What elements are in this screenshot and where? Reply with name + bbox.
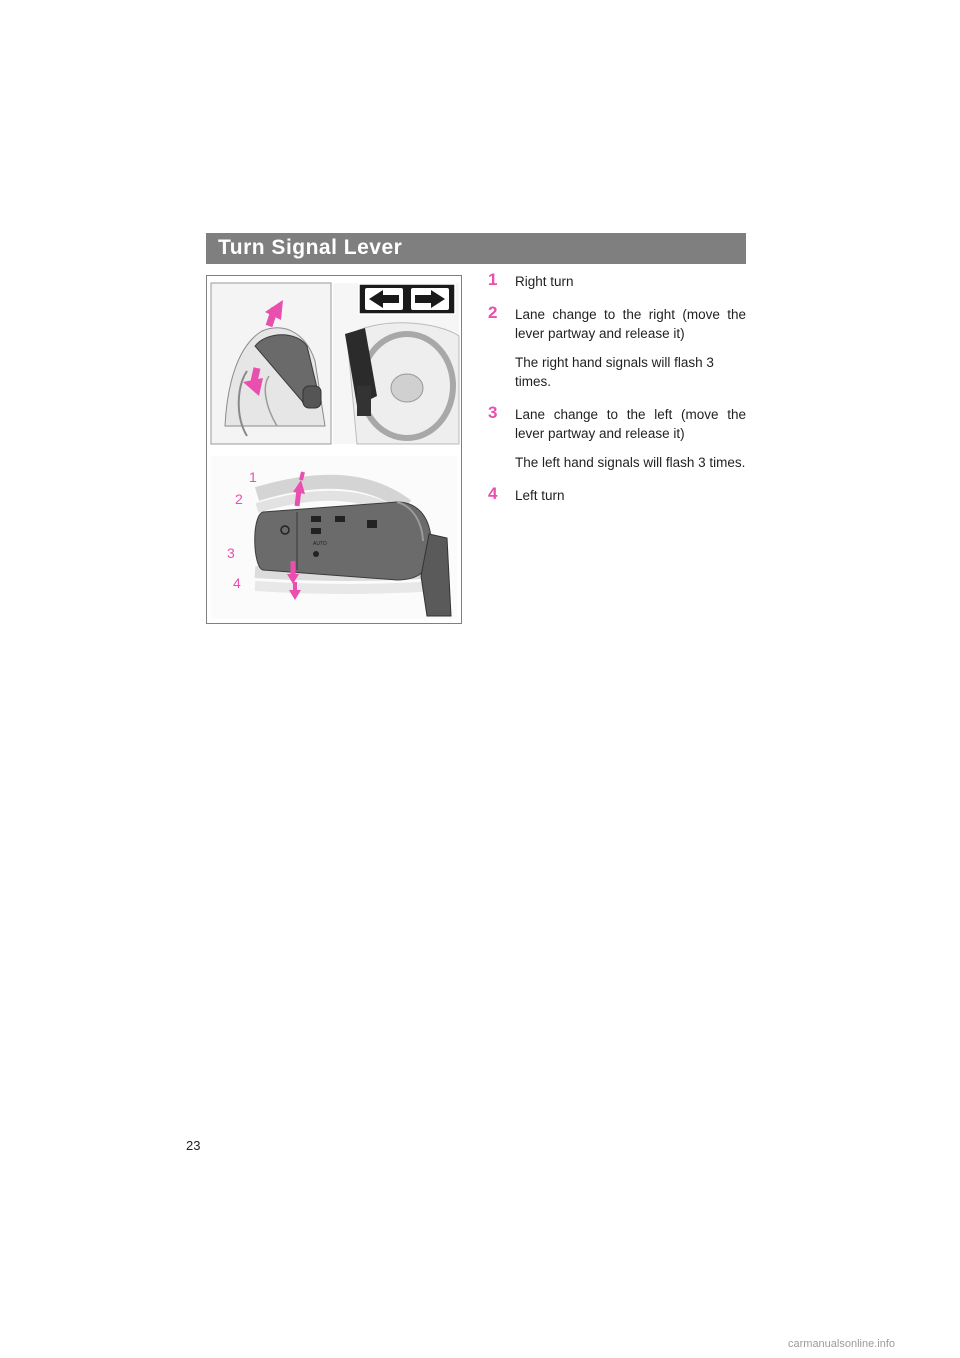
section-header [206,233,746,264]
section-title: Turn Signal Lever [218,236,403,259]
callout-4: 4 [233,575,241,591]
step-note: The left hand signals will flash 3 times. [515,455,746,470]
step-item [488,486,746,505]
right-arrow-icon [411,288,449,310]
left-arrow-icon [365,288,403,310]
step-item [488,305,746,391]
callout-2: 2 [235,491,243,507]
step-number: 2 [488,303,498,322]
signal-indicator-panel [359,284,455,314]
watermark: carmanualsonline.info [788,1338,896,1350]
step-item [488,405,746,472]
step-number: 3 [488,403,498,422]
step-text: Lane change to the left (move the lever partway and release it) [515,407,746,441]
step-text: Left turn [515,488,565,503]
callout-3: 3 [227,545,235,561]
page-number: 23 [186,1138,201,1153]
step-text: Right turn [515,274,574,289]
step-number: 4 [488,484,498,503]
turn-signal-illustration [207,276,461,623]
step-number: 1 [488,270,498,289]
step-text: Lane change to the right (move the lever partway and release it) [515,307,746,341]
auto-label: AUTO [313,541,327,547]
hand-lever-inset [211,283,331,444]
lever-closeup [211,456,457,619]
step-list [488,272,746,519]
step-item [488,272,746,291]
step-note: The right hand signals will flash 3 times. [515,355,714,389]
callout-1: 1 [249,469,257,485]
turn-signal-figure [206,275,462,624]
